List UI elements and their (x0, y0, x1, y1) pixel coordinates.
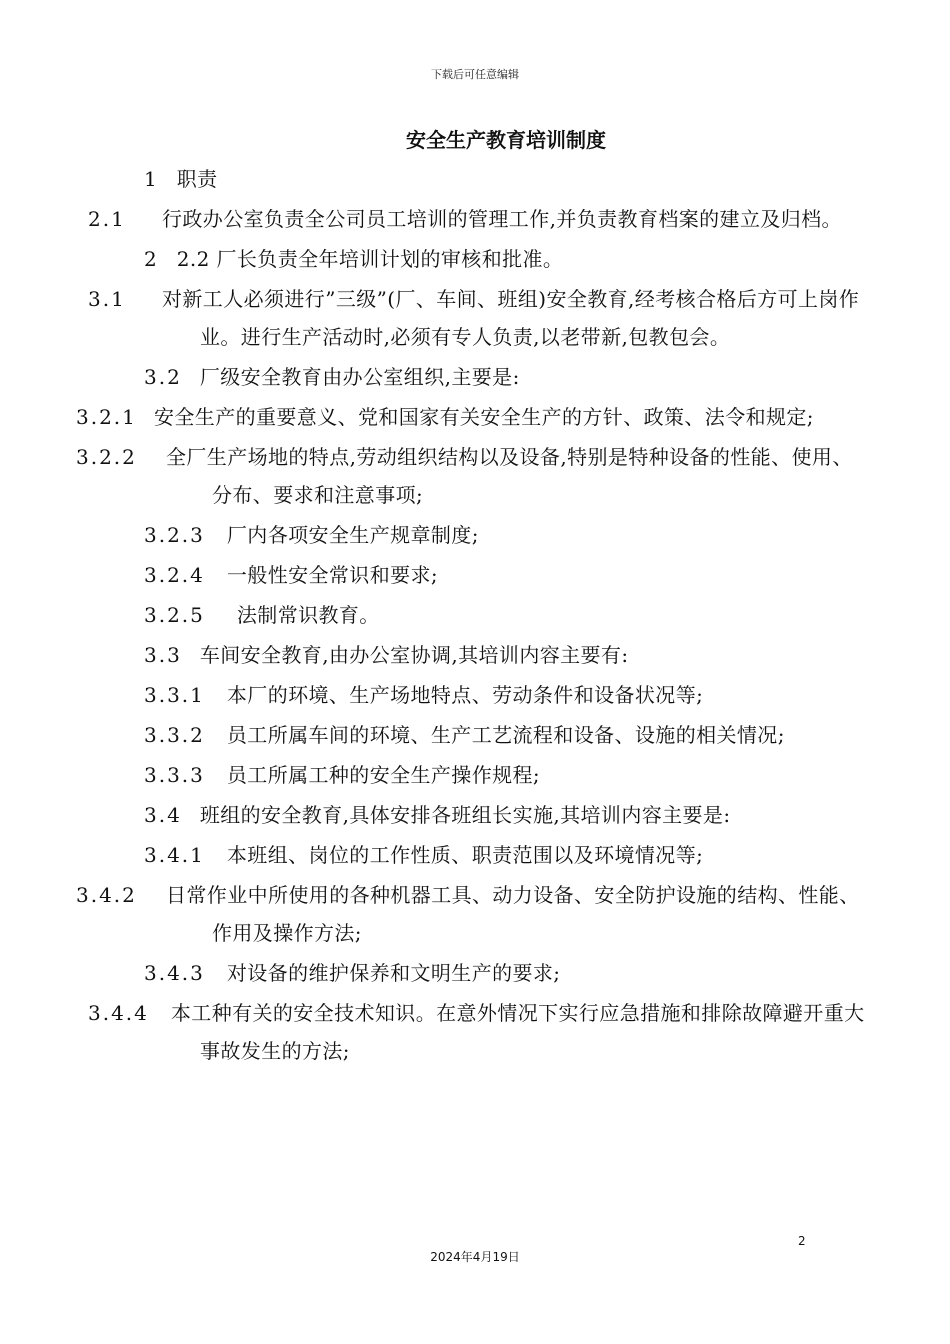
clause-number: 3.2.4 (144, 563, 205, 587)
clause-text: 本班组、岗位的工作性质、职责范围以及环境情况等; (226, 843, 704, 867)
clause-text: 班组的安全教育,具体安排各班组长实施,其培训内容主要是: (199, 803, 731, 827)
clause-text: 全厂生产场地的特点,劳动组织结构以及设备,特别是特种设备的性能、使用、分布、要求和注意事项; (166, 445, 853, 507)
clause-text: 本工种有关的安全技术知识。在意外情况下实行应急措施和排除故障避开重大事故发生的方法; (170, 1001, 865, 1063)
clause-number: 3.4.1 (144, 843, 205, 867)
clause-number: 3.4 (144, 803, 182, 827)
clause-text: 对设备的维护保养和文明生产的要求; (226, 961, 561, 985)
paragraph (144, 756, 872, 794)
paragraph (144, 516, 872, 554)
header-note: 下载后可任意编辑 (431, 68, 519, 81)
paragraph: 2.1 行政办公室负责全公司员工培训的管理工作,并负责教育档案的建立及归档。 (88, 207, 842, 231)
clause-number: 3.2.5 (144, 603, 205, 627)
paragraph (144, 358, 872, 396)
clause-text: 车间安全教育,由办公室协调,其培训内容主要有: (199, 643, 629, 667)
document-title: 安全生产教育培训制度 (406, 128, 606, 152)
clause-text: 对新工人必须进行”三级”(厂、车间、班组)安全教育,经考核合格后方可上岗作业。进行生产活动时,必须有专人负责,以老带新,包教包会。 (162, 287, 860, 349)
clause-text: 日常作业中所使用的各种机器工具、动力设备、安全防护设施的结构、性能、作用及操作方法; (166, 883, 860, 945)
paragraph (144, 796, 872, 834)
footer-date: 2024年4月19日 (430, 1250, 520, 1264)
clause-number: 3.4.3 (144, 961, 205, 985)
clause-text: 员工所属车间的环境、生产工艺流程和设备、设施的相关情况; (226, 723, 785, 747)
clause-text: 本厂的环境、生产场地特点、劳动条件和设备状况等; (226, 683, 704, 707)
clause-number: 3.3.1 (144, 683, 205, 707)
paragraph (144, 716, 872, 754)
clause-number: 3.3 (144, 643, 182, 667)
clause-text: 员工所属工种的安全生产操作规程; (226, 763, 541, 787)
clause-number: 3.3.3 (144, 763, 205, 787)
paragraph (144, 636, 872, 674)
paragraph: 3.4.2 日常作业中所使用的各种机器工具、动力设备、安全防护设施的结构、性能、作用及操作方法; (76, 883, 860, 945)
paragraph: 3.1 对新工人必须进行”三级”(厂、车间、班组)安全教育,经考核合格后方可上岗作业。进行生产活动时,必须有专人负责,以老带新,包教包会。 (88, 287, 860, 349)
paragraph (144, 954, 872, 992)
clause-text: 2.2 厂长负责全年培训计划的审核和批准。 (176, 247, 564, 271)
clause-text: 厂级安全教育由办公室组织,主要是: (199, 365, 520, 389)
clause-number: 3.2.3 (144, 523, 205, 547)
clause-text: 一般性安全常识和要求; (226, 563, 439, 587)
paragraph (144, 676, 872, 714)
clause-number: 2 (144, 247, 159, 271)
page-number: 2 (798, 1234, 806, 1248)
paragraph (144, 240, 872, 278)
clause-number: 3.4.4 (88, 1001, 149, 1025)
paragraph (144, 836, 872, 874)
clause-text: 安全生产的重要意义、党和国家有关安全生产的方针、政策、法令和规定; (154, 405, 814, 429)
clause-text: 厂内各项安全生产规章制度; (226, 523, 479, 547)
document-body (76, 160, 872, 1072)
clause-text: 法制常识教育。 (236, 603, 380, 627)
paragraph (144, 160, 872, 198)
paragraph (88, 994, 872, 1070)
clause-number: 3.3.2 (144, 723, 205, 747)
clause-text: 职责 (176, 167, 218, 191)
clause-number: 3.2 (144, 365, 182, 389)
clause-text: 行政办公室负责全公司员工培训的管理工作,并负责教育档案的建立及归档。 (162, 207, 842, 231)
paragraph: 3.2.1 安全生产的重要意义、党和国家有关安全生产的方针、政策、法令和规定; (76, 405, 814, 429)
clause-number: 1 (144, 167, 159, 191)
paragraph (144, 596, 872, 634)
paragraph (144, 556, 872, 594)
paragraph: 3.2.2 全厂生产场地的特点,劳动组织结构以及设备,特别是特种设备的性能、使用、分布、要求和注意事项; (76, 445, 853, 507)
